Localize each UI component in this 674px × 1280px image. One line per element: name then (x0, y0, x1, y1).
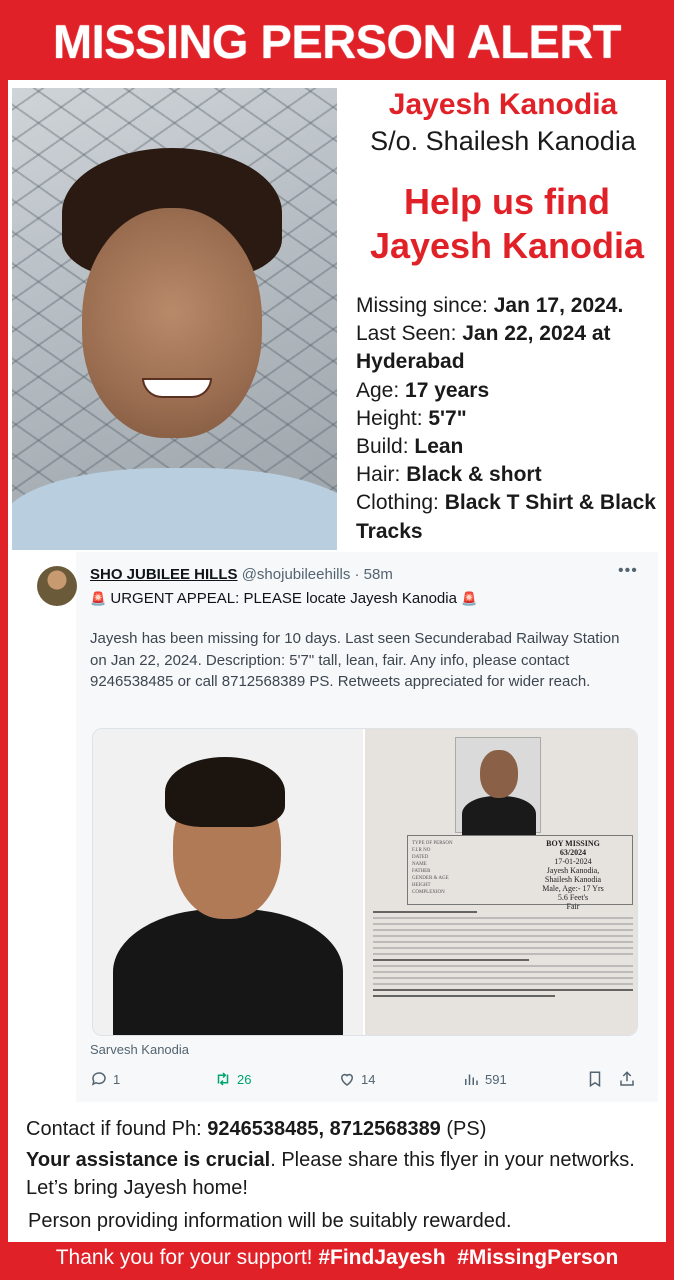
fact-value: 17 years (405, 378, 490, 402)
retweet-icon (214, 1070, 232, 1088)
heart-icon (338, 1070, 356, 1088)
assistance-message (26, 1146, 656, 1202)
footer-banner (0, 1242, 674, 1280)
person-relation: S/o. Shailesh Kanodia (370, 126, 636, 156)
bookmark-button[interactable] (586, 1070, 604, 1088)
missing-person-photo (12, 88, 337, 550)
document-text-lines (373, 911, 633, 1001)
media-caption: Sarvesh Kanodia (90, 1042, 190, 1057)
photo-hair (165, 757, 285, 827)
photo-face (82, 208, 262, 438)
fact-label: Clothing: (356, 491, 445, 515)
retweet-button[interactable] (214, 1070, 251, 1088)
headline: MISSING PERSON ALERT (53, 15, 621, 68)
tweet-time[interactable]: · 58m (354, 566, 393, 583)
doc-gender-age: Male, Age:- 17 Yrs (542, 884, 604, 893)
author-avatar[interactable] (37, 566, 77, 606)
footer-thanks: Thank you for your support! (55, 1246, 319, 1269)
fact-hair (356, 461, 666, 489)
contact-suffix: (PS) (440, 1118, 487, 1140)
reward-message: Person providing information will be suitably rewarded. (28, 1210, 512, 1232)
retweet-count: 26 (237, 1071, 252, 1087)
author-handle[interactable]: @shojubileehills (241, 566, 351, 583)
person-name: Jayesh Kanodia (388, 88, 618, 121)
doc-case: 63/2024 (559, 848, 587, 857)
fact-build (356, 433, 666, 461)
document-photo-body (462, 796, 536, 836)
share-button[interactable] (618, 1070, 636, 1088)
view-count: 591 (485, 1071, 507, 1087)
fact-label: Age: (356, 378, 406, 402)
fact-age (356, 377, 666, 405)
assistance-rest: . Please share this flyer in your networks. Let’s bring Jayesh home! (26, 1149, 635, 1199)
appeal-text: URGENT APPEAL: PLEASE locate Jayesh Kanodia (110, 590, 457, 607)
fact-clothing (356, 489, 666, 545)
reply-icon (90, 1070, 108, 1088)
document-labels: TYPE OF PERSON F.I.R NO DATED NAME FATHER GENDER & AGE HEIGHT COMPLEXION (412, 841, 453, 895)
media-photo[interactable] (93, 729, 363, 1036)
doc-father: Shailesh Kanodia (544, 875, 602, 884)
person-facts (356, 292, 666, 546)
doc-date: 17-01-2024 (554, 857, 592, 866)
fact-height (356, 405, 666, 433)
tweet-appeal (90, 590, 477, 607)
fact-label: Missing since: (356, 294, 494, 317)
fact-value: Jan 22, 2024 at Hyderabad (356, 322, 611, 374)
analytics-icon (462, 1070, 480, 1088)
doc-title: BOY MISSING (546, 839, 600, 848)
fact-value: Jan 17, 2024. (493, 294, 624, 317)
like-count: 14 (361, 1071, 376, 1087)
fact-label: Build: (356, 435, 415, 459)
photo-shirt (12, 468, 337, 550)
fact-value: Black T Shirt & Black Tracks (356, 491, 656, 543)
contact-prefix: Contact if found Ph: (26, 1118, 208, 1140)
siren-icon: 🚨 (461, 591, 478, 606)
document-details (407, 835, 633, 911)
bookmark-icon (586, 1070, 604, 1088)
doc-height: 5.6 Feet's (557, 893, 589, 902)
share-icon (618, 1070, 636, 1088)
fact-value: Black & short (406, 463, 542, 487)
help-line-1: Help us find (404, 181, 610, 222)
document-values (518, 839, 628, 911)
fact-value: 5'7" (428, 406, 467, 430)
author-name[interactable]: SHO JUBILEE HILLS (90, 566, 238, 583)
doc-complexion: Fair (566, 902, 580, 911)
fact-missing-since (356, 292, 666, 320)
like-button[interactable] (338, 1070, 375, 1088)
fact-value: Lean (414, 435, 464, 459)
siren-icon: 🚨 (90, 591, 107, 606)
fact-label: Height: (356, 406, 429, 430)
media-police-document[interactable] (365, 729, 638, 1036)
document-photo (455, 737, 541, 833)
tweet-body: Jayesh has been missing for 10 days. Last seen Secunderabad Railway Station on Jan 22, 2024. Description: 5'7" tall, lean, fair. Any info, please contact 9246538485 or call 8712568389 PS. Retweets appreciated for wider reach. (90, 630, 620, 690)
help-line-2: Jayesh Kanodia (369, 225, 645, 266)
reply-count: 1 (113, 1071, 121, 1087)
assistance-bold: Your assistance is crucial (26, 1149, 271, 1171)
tweet-actions (90, 1070, 638, 1092)
contact-numbers: 9246538485, 8712568389 (207, 1118, 441, 1140)
fact-label: Hair: (356, 463, 407, 487)
tweet-media[interactable] (92, 728, 638, 1036)
fact-last-seen (356, 320, 666, 376)
more-options-icon[interactable]: ••• (618, 562, 638, 579)
doc-name: Jayesh Kanodia, (546, 866, 600, 875)
contact-line (26, 1118, 656, 1141)
photo-smile (142, 378, 212, 398)
views-button[interactable] (462, 1070, 507, 1088)
document-photo-face (480, 750, 518, 798)
reply-button[interactable] (90, 1070, 120, 1088)
tweet-author (90, 566, 393, 583)
fact-label: Last Seen: (356, 322, 463, 346)
hashtag-findjayesh[interactable]: #FindJayesh (318, 1246, 446, 1269)
photo-body (113, 909, 343, 1036)
hashtag-missingperson[interactable]: #MissingPerson (457, 1246, 619, 1269)
help-heading (348, 180, 666, 268)
